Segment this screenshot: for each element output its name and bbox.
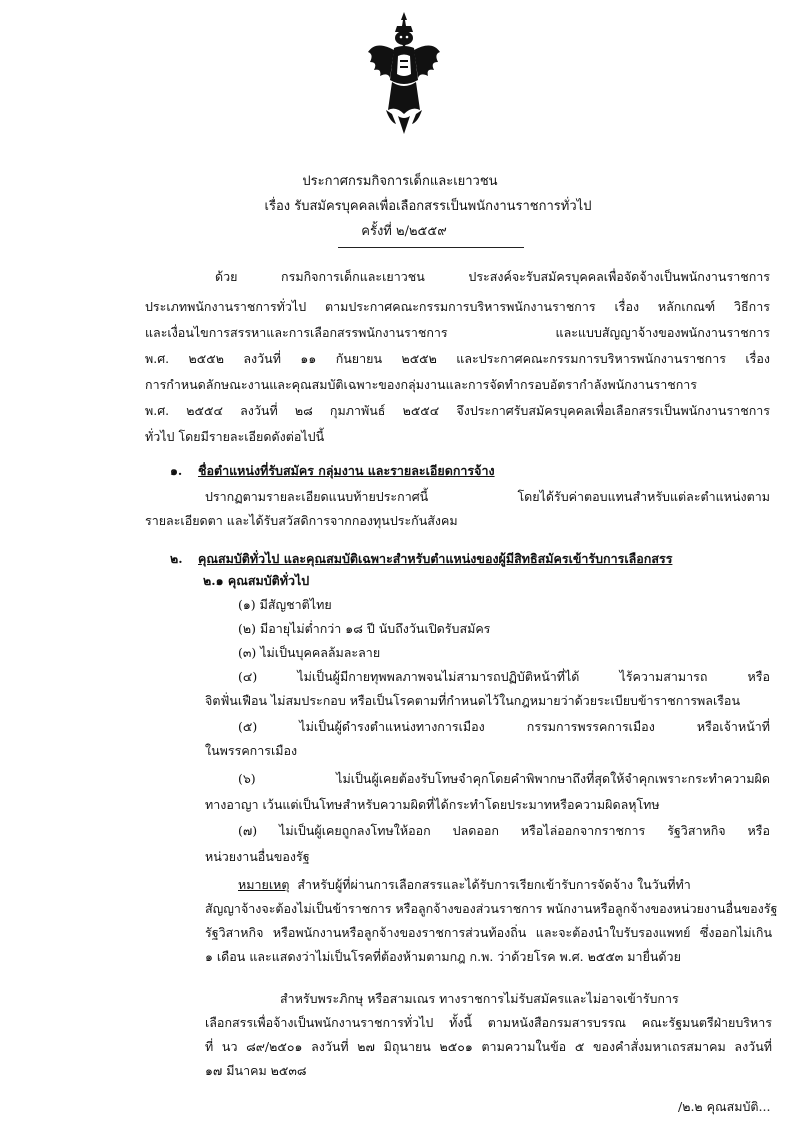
intro-line: และเงื่อนไขการสรรหาและการเลือกสรรพนักงานราชการ และแบบสัญญาจ้างของพนักงานราชการ [145, 325, 770, 340]
qualification-item: (๗) ไม่เป็นผู้เคยถูกลงโทษให้ออก ปลดออก หรือไล่ออกจากราชการ รัฐวิสาหกิจ หรือ [238, 823, 770, 838]
qualification-item-cont: ทางอาญา เว้นแต่เป็นโทษสำหรับความผิดที่ได้กระทำโดยประมาทหรือความผิดลหุโทษ [205, 797, 660, 812]
section2-heading: คุณสมบัติทั่วไป และคุณสมบัติเฉพาะสำหรับตำแหน่งของผู้มีสิทธิสมัครเข้ารับการเลือกสรร [198, 551, 673, 566]
section1-heading: ชื่อตำแหน่งที่รับสมัคร กลุ่มงาน และรายละเอียดการจ้าง [198, 463, 495, 478]
note-line: รัฐวิสาหกิจ หรือพนักงานหรือลูกจ้างของราชการส่วนท้องถิ่น และจะต้องนำใบรับรองแพทย์ ซึ่งออกไม่เกิน [205, 925, 772, 940]
qualification-item-cont: จิตฟั่นเฟือน ไม่สมประกอบ หรือเป็นโรคตามที่กำหนดไว้ในกฎหมายว่าด้วยระเบียบข้าราชการพลเรือน [205, 693, 740, 708]
intro-line: ประเภทพนักงานราชการทั่วไป ตามประกาศคณะกรรมการบริหารพนักงานราชการ เรื่อง หลักเกณฑ์ วิธีการ [145, 299, 770, 314]
qualification-item: (๔) ไม่เป็นผู้มีกายทุพพลภาพจนไม่สามารถปฏิบัติหน้าที่ได้ ไร้ความสามารถ หรือ [238, 669, 770, 684]
intro-line: การกำหนดลักษณะงานและคุณสมบัติเฉพาะของกลุ่มงานและการจัดทำกรอบอัตรากำลังพนักงานราชการ [145, 377, 698, 392]
section1-body-line: รายละเอียดตา และได้รับสวัสดิการจากกองทุนประกันสังคม [145, 513, 458, 528]
page-continuation: /๒.๒ คุณสมบัติ... [678, 1099, 771, 1114]
intro-line: พ.ศ. ๒๕๕๒ ลงวันที่ ๑๑ กันยายน ๒๕๕๒ และประกาศคณะกรรมการบริหารพนักงานราชการ เรื่อง [145, 351, 770, 366]
announcement-round: ครั้งที่ ๒/๒๕๕๙ [361, 224, 447, 239]
qualification-item-cont: ในพรรคการเมือง [205, 743, 298, 758]
monk-line: ๑๗ มีนาคม ๒๕๓๘ [205, 1063, 307, 1078]
note-line: สำหรับผู้ที่ผ่านการเลือกสรรและได้รับการเรียกเข้ารับการจัดจ้าง ในวันที่ทำ [297, 877, 691, 892]
intro-line: ทั่วไป โดยมีรายละเอียดดังต่อไปนี้ [145, 429, 325, 444]
garuda-emblem-icon [364, 10, 444, 135]
qualification-item: (๓) ไม่เป็นบุคคลล้มละลาย [238, 645, 381, 660]
qualification-item: (๕) ไม่เป็นผู้ดำรงตำแหน่งทางการเมือง กรรมการพรรคการเมือง หรือเจ้าหน้าที่ [238, 719, 770, 734]
announcement-title: ประกาศกรมกิจการเด็กและเยาวชน [302, 174, 498, 189]
section2-heading-row [170, 550, 672, 568]
section2-subheading: ๒.๑ คุณสมบัติทั่วไป [203, 573, 310, 588]
monk-line: สำหรับพระภิกษุ หรือสามเณร ทางราชการไม่รับสมัครและไม่อาจเข้ารับการ [280, 991, 679, 1006]
note-line: สัญญาจ้างจะต้องไม่เป็นข้าราชการ หรือลูกจ้างของส่วนราชการ พนักงานหรือลูกจ้างของหน่วยงานอื่นของรัฐ [205, 901, 778, 916]
qualification-item-cont: หน่วยงานอื่นของรัฐ [205, 849, 310, 864]
header-divider [338, 247, 524, 248]
monk-line: เลือกสรรเพื่อจ้างเป็นพนักงานราชการทั่วไป ทั้งนี้ ตามหนังสือกรมสารบรรณ คณะรัฐมนตรีฝ่ายบริหาร [205, 1015, 772, 1030]
section1-body-line: ปรากฏตามรายละเอียดแนบท้ายประกาศนี้ โดยได้รับค่าตอบแทนสำหรับแต่ละตำแหน่งตาม [205, 489, 770, 504]
section1-heading-row [170, 462, 495, 480]
note-label: หมายเหตุ [238, 877, 290, 892]
qualification-item: (๒) มีอายุไม่ต่ำกว่า ๑๘ ปี นับถึงวันเปิดรับสมัคร [238, 621, 491, 636]
intro-line: พ.ศ. ๒๕๕๔ ลงวันที่ ๒๘ กุมภาพันธ์ ๒๕๕๔ จึงประกาศรับสมัครบุคคลเพื่อเลือกสรรเป็นพนักงานราชการ [145, 403, 770, 418]
qualification-item: (๑) มีสัญชาติไทย [238, 597, 332, 612]
monk-line: ที่ นว ๘๙/๒๕๐๑ ลงวันที่ ๒๗ มิถุนายน ๒๕๐๑ ตามความในข้อ ๕ ของคำสั่งมหาเถรสมาคม ลงวันที่ [205, 1039, 772, 1054]
section-number: ๒. [170, 551, 183, 566]
intro-line: ด้วย กรมกิจการเด็กและเยาวชน ประสงค์จะรับสมัครบุคคลเพื่อจัดจ้างเป็นพนักงานราชการ [215, 269, 770, 284]
section-number: ๑. [170, 463, 183, 478]
note-line: ๑ เดือน และแสดงว่าไม่เป็นโรคที่ต้องห้ามตามกฎ ก.พ. ว่าด้วยโรค พ.ศ. ๒๕๕๓ มายื่นด้วย [205, 949, 681, 964]
note-row [238, 876, 770, 894]
qualification-item: (๖) ไม่เป็นผู้เคยต้องรับโทษจำคุกโดยคำพิพากษาถึงที่สุดให้จำคุกเพราะกระทำความผิด [238, 771, 770, 786]
announcement-subject: เรื่อง รับสมัครบุคคลเพื่อเลือกสรรเป็นพนักงานราชการทั่วไป [264, 199, 592, 214]
